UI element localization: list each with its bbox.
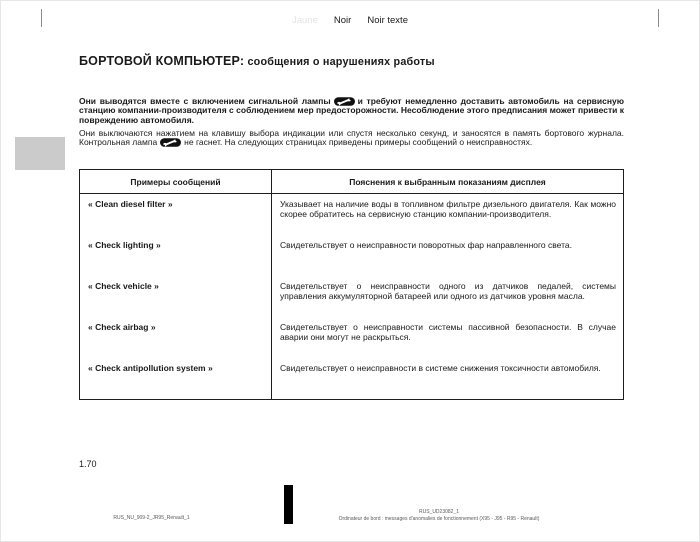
page-title-sub: сообщения о нарушениях работы bbox=[244, 56, 435, 68]
explanation-cell: Свидетельствует о неисправности поворотных фар направленного света. bbox=[280, 240, 572, 250]
table-header-row bbox=[80, 170, 624, 194]
explanation-cell: Свидетельствует о неисправности в системе снижения токсичности автомобиля. bbox=[280, 363, 601, 373]
page-title-main: БОРТОВОЙ КОМПЬЮТЕР: bbox=[79, 54, 245, 68]
section-side-tab bbox=[15, 137, 65, 170]
message-cell: « Check vehicle » bbox=[80, 276, 272, 317]
proof-label-noir-texte: Noir texte bbox=[367, 15, 408, 26]
intro-warning-text-1: Они выводятся вместе с включением сигнальной лампы bbox=[79, 95, 331, 106]
intro-info-text-2: не гаснет. На следующих страницах приведены примеры сообщений о неисправностях. bbox=[184, 137, 533, 148]
explanation-cell: Указывает на наличие воды в топливном фильтре дизельного двигателя. Как можно скорее обратитесь на сервисную станцию компании-производителя. bbox=[280, 199, 616, 219]
page-title bbox=[79, 54, 435, 68]
page-number: 1.70 bbox=[79, 459, 97, 469]
intro-info-text-1: Они выключаются нажатием на клавишу выбора индикации или спустя несколько секунд, и заносятся в память бортового журнала. Контрольная лампа bbox=[79, 127, 624, 148]
footer-center-reference-line1: RUS_UD23082_1 bbox=[418, 509, 460, 515]
print-registration-bar bbox=[284, 485, 293, 524]
footer-left-reference: RUS_NU_909-2_JR95_Renault_1 bbox=[113, 515, 190, 521]
table-row bbox=[80, 276, 624, 317]
message-cell: « Check lighting » bbox=[80, 235, 272, 276]
proof-label-jaune: Jaune bbox=[292, 15, 318, 26]
intro-warning-paragraph bbox=[79, 97, 624, 127]
intro-info-paragraph bbox=[79, 129, 624, 149]
footer-center-reference bbox=[299, 509, 579, 522]
footer-center-reference-line2: Ordinateur de bord : messages d'anomalies de fonctionnement (X95 - J95 - R95 - Renault) bbox=[338, 515, 540, 522]
messages-table bbox=[79, 169, 624, 400]
explanation-cell: Свидетельствует о неисправности системы пассивной безопасности. В случае аварии они могут не раскрыться. bbox=[280, 322, 616, 342]
explanation-cell: Свидетельствует о неисправности одного из датчиков педалей, системы управления аккумуляторной батареей или одного из датчиков уровня масла. bbox=[280, 281, 616, 301]
service-wrench-lamp-icon bbox=[334, 97, 355, 106]
col-header-explanations: Пояснения к выбранным показаниям дисплея bbox=[272, 170, 624, 194]
col-header-messages: Примеры сообщений bbox=[80, 170, 272, 194]
color-proof-bar bbox=[1, 15, 699, 26]
message-cell: « Check airbag » bbox=[80, 317, 272, 358]
table-row bbox=[80, 235, 624, 276]
proof-label-noir: Noir bbox=[333, 15, 352, 26]
table-row bbox=[80, 317, 624, 358]
table-row bbox=[80, 194, 624, 236]
message-cell: « Check antipollution system » bbox=[80, 358, 272, 400]
intro-warning-text-2: и требуют немедленно доставить автомобиль на сервисную станцию компании-производителя с соблюдением мер предосторожности. Несоблюдение этого предписания может привести к повреждению автомобиля. bbox=[79, 95, 624, 126]
service-wrench-lamp-icon bbox=[160, 138, 181, 147]
table-row bbox=[80, 358, 624, 400]
message-cell: « Clean diesel filter » bbox=[80, 194, 272, 236]
